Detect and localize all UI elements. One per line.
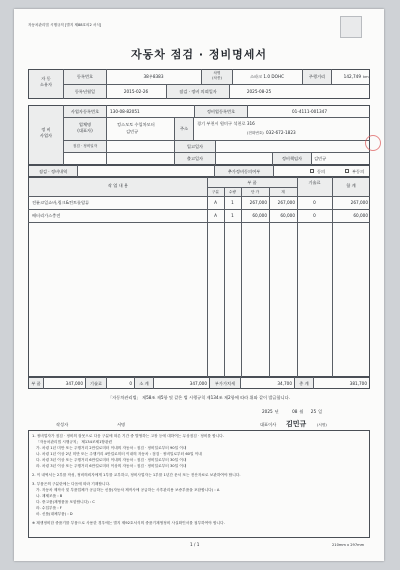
note-1-ref: 「자동차관리법 시행규칙」 제134조제1항관련: [36, 440, 113, 444]
form-header-note: 자동차관리법 시행규칙 [별지 제88호의2 서식]: [28, 23, 102, 27]
extra-consent-label: 추가정비동의여부: [227, 169, 261, 174]
company-label: 업체명 (대표자): [77, 122, 93, 133]
note-3: 3. 부품은의 구분란에는 다음에 따라 기재합니다.: [32, 482, 111, 486]
shop-reg-label: 정비업등록번호: [206, 109, 236, 114]
reg-date-value: 2015-02-26: [123, 89, 149, 94]
disagree-checkbox[interactable]: [345, 169, 349, 173]
note-1-d: 라. 차령 3년 이상 또는 주행거리 6만킬로미터 이상의 자동차 : 점검 · 정비일로부터 30일 이내: [36, 464, 187, 468]
issue-month: 08: [292, 409, 298, 414]
sub-header-type: 구분: [212, 190, 219, 194]
writer-label: 작성자: [56, 422, 69, 427]
out-date-label: 출고일자: [186, 156, 204, 161]
row2-qty: 1: [231, 213, 234, 218]
note-1-a: 가. 차령 1년 미만 또는 주행거리 2만킬로미터 이내의 자동차 : 점검 · 정비일로부터 90일 이내: [36, 446, 187, 450]
total-header: 합 계: [346, 183, 356, 188]
biz-no-label: 사업자등록번호: [70, 109, 100, 114]
writer-sign-label: 서명: [117, 422, 126, 427]
document-title: 자동차 점검 · 정비명세서: [131, 48, 267, 61]
totals-parts-label: 부 품: [31, 381, 41, 386]
paper-size: 210mm x 297mm: [332, 543, 365, 547]
inspect-date-value: 2025-08-25: [246, 89, 272, 94]
shop-reg-value: 01-4111-001347: [292, 109, 327, 114]
note-3-c: 다. 중고품(재생품을 포함합니다) : C: [36, 500, 95, 504]
row1-labor: 0: [313, 200, 316, 205]
address-value: 경기 부천시 원미구 석천로 316: [197, 121, 255, 126]
mileage-value: 142,749: [343, 74, 361, 79]
inspect-date-label: 점검 · 정비 의뢰일자: [179, 89, 217, 94]
issue-year: 2025: [262, 409, 273, 414]
totals-parts-value: 347,000: [65, 381, 83, 386]
sub-header-price: 단 가: [250, 190, 260, 194]
note-3-e: 마. 신품(대체부품) : D: [36, 512, 73, 516]
totals-subtotal-label: 소 계: [139, 381, 149, 386]
totals-vat-value: 34,700: [277, 381, 292, 386]
note-3-b: 나. 재제조품 : B: [36, 494, 63, 498]
totals-subtotal-value: 347,000: [189, 381, 207, 386]
sub-header-sum: 계: [281, 190, 285, 194]
reg-no-value: 38우8383: [143, 74, 164, 79]
issue-statement: 「자동차관리법」 제58조 제5항 및 같은 법 시행규칙 제134조 제2항에 따라 위와 같이 발급합니다.: [108, 395, 290, 400]
disagree-label: 부동의: [352, 169, 365, 174]
row1-amount: 267,000: [277, 200, 295, 205]
corner-stamp: [340, 16, 362, 38]
note-3-a: 가. 자동차 제작사 및 부품업체가 공급하는 신품(자동차 제작사에 공급하는 사후관리용 보증부품을 포함합니다) : A: [36, 488, 220, 492]
inspector-date-label: 점검 · 정비일자: [72, 144, 98, 148]
totals-vat-label: 부가가치세: [214, 381, 236, 386]
note-2: 2. 이 내역서는 2부를 작성, 정비의뢰자에게 1부를 교부하고, 정비사업자는 1부를 1년간 문서 또는 전산자료로 보관하여야 합니다.: [32, 473, 241, 477]
issue-date: 2025 년 08 월 25 일: [262, 409, 323, 414]
agree-label: 동의: [317, 169, 326, 174]
row1-price: 267,000: [249, 200, 267, 205]
company-rep: 김민규: [126, 129, 139, 134]
company-seal: [365, 135, 381, 151]
totals-labor-value: 0: [129, 381, 132, 386]
parts-table: [28, 177, 370, 377]
shop-group-label: 정 비 사업자: [39, 127, 53, 138]
detail-label: 점검 · 정비내역: [38, 169, 68, 174]
work-header: 작 업 내 용: [107, 183, 129, 188]
rep-sign-label: (서명): [317, 423, 327, 427]
totals-total-label: 총 계: [299, 381, 309, 386]
note-3-d: 라. 수입부품 : F: [36, 506, 62, 510]
note-1-c: 다. 차령 3년 이상 또는 주행거리 6만킬로미터 이내의 자동차 : 점검 · 정비일로부터 30일 이내: [36, 458, 187, 462]
row1-work: 전륜코일쇼바,링크&컨트롤암류: [32, 200, 90, 205]
sub-header-qty: 수량: [229, 190, 236, 194]
mechanic-value: 김민규: [314, 156, 327, 161]
model-value: 스파크 1.0 DOHC: [249, 74, 285, 79]
row2-labor: 0: [313, 213, 316, 218]
agree-checkbox[interactable]: [310, 169, 314, 173]
phone-value: 032-672-1823: [266, 130, 296, 135]
parts-header: 부 품: [247, 180, 257, 185]
row2-total: 60,000: [353, 213, 368, 218]
row2-price: 60,000: [252, 213, 267, 218]
phone-label: (전화번호): [247, 131, 264, 135]
document-sheet: [14, 9, 384, 561]
rep-signature: 김민규: [286, 419, 307, 428]
row2-type: A: [214, 213, 217, 218]
note-remark: ※ 재생정비한 중품기를 부품으로 사용한 경우에는 별지 제92호서식의 중품기재생정비 사실확인서를 첨부하여야 합니다.: [32, 521, 225, 525]
page-number: 1 / 1: [190, 542, 200, 547]
mechanic-label: 정비책임자: [281, 156, 303, 161]
issue-day: 25: [310, 409, 317, 414]
owner-group-label: 자 동 소유자: [39, 76, 53, 87]
address-label: 주소: [179, 126, 189, 131]
biz-no-value: 130-08-82051: [110, 109, 140, 114]
row2-amount: 60,000: [280, 213, 295, 218]
row1-total: 267,000: [350, 200, 368, 205]
note-1-b: 나. 차령 1년 이상 2년 미만 또는 주행거리 4만킬로미터 이내의 자동차 : 점검 · 정비일로부터 60일 이내: [36, 452, 202, 456]
row1-type: A: [214, 200, 217, 205]
reg-no-label: 등록번호: [76, 74, 94, 79]
labor-header: 기술료: [308, 180, 321, 185]
reg-date-label: 등록년월일: [74, 89, 96, 94]
model-label: 차명 (차종): [212, 71, 222, 80]
rep-label: 대표이사: [260, 422, 277, 427]
in-date-label: 입고일자: [186, 144, 204, 149]
note-1: 1. 정비업자가 점검 · 정비의 잘못으로 다음 구분에 따른 기간 중 발생하는 고장 등에 대하여는 무상점검 · 정비를 합니다.: [32, 434, 224, 438]
row2-work: 배터리가스충전: [32, 213, 61, 218]
company-name: 킹스모토 수입차모터: [117, 122, 155, 127]
row1-qty: 1: [231, 200, 234, 205]
totals-labor-label: 기술료: [89, 381, 103, 386]
mileage-unit: km: [363, 75, 369, 79]
mileage-label: 주행거리: [308, 74, 326, 79]
totals-total-value: 381,700: [349, 381, 367, 386]
